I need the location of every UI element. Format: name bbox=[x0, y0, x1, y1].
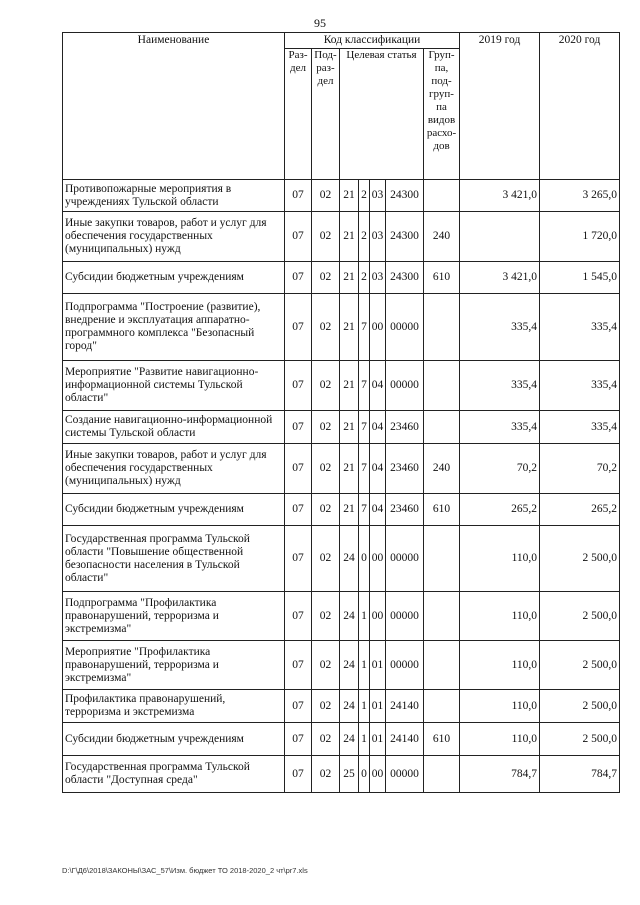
row-amount-2019: 110,0 bbox=[460, 592, 540, 641]
row-target-subprogram: 2 bbox=[359, 180, 370, 212]
row-amount-2019: 110,0 bbox=[460, 723, 540, 756]
row-name: Профилактика правонарушений, терроризма и экстремизма bbox=[63, 690, 285, 723]
row-amount-2019: 335,4 bbox=[460, 361, 540, 411]
row-target-subprogram: 0 bbox=[359, 756, 370, 793]
row-subsection: 02 bbox=[312, 494, 340, 526]
row-section: 07 bbox=[285, 592, 312, 641]
row-expense-group: 610 bbox=[424, 723, 460, 756]
row-name: Субсидии бюджетным учреждениям bbox=[63, 262, 285, 294]
row-section: 07 bbox=[285, 690, 312, 723]
row-section: 07 bbox=[285, 411, 312, 444]
table-row bbox=[63, 294, 620, 361]
row-amount-2019: 110,0 bbox=[460, 641, 540, 690]
row-target-subprogram: 7 bbox=[359, 294, 370, 361]
header-classification-code: Код классификации bbox=[285, 33, 460, 49]
header-expense-group: Груп-па, под-груп-па видов расхо-дов bbox=[424, 49, 460, 180]
row-target-direction: 23460 bbox=[386, 411, 424, 444]
row-name: Иные закупки товаров, работ и услуг для обеспечения государственных (муниципальных) нужд bbox=[63, 212, 285, 262]
row-amount-2020: 265,2 bbox=[540, 494, 620, 526]
row-subsection: 02 bbox=[312, 361, 340, 411]
row-amount-2020: 335,4 bbox=[540, 411, 620, 444]
row-section: 07 bbox=[285, 361, 312, 411]
row-subsection: 02 bbox=[312, 411, 340, 444]
row-target-direction: 00000 bbox=[386, 526, 424, 592]
row-amount-2019: 265,2 bbox=[460, 494, 540, 526]
row-target-event: 03 bbox=[370, 180, 386, 212]
row-section: 07 bbox=[285, 723, 312, 756]
row-section: 07 bbox=[285, 756, 312, 793]
row-target-direction: 00000 bbox=[386, 641, 424, 690]
row-target-subprogram: 1 bbox=[359, 592, 370, 641]
row-expense-group bbox=[424, 180, 460, 212]
table-row bbox=[63, 756, 620, 793]
row-expense-group bbox=[424, 294, 460, 361]
row-subsection: 02 bbox=[312, 294, 340, 361]
row-target-subprogram: 1 bbox=[359, 723, 370, 756]
row-target-direction: 24300 bbox=[386, 262, 424, 294]
row-subsection: 02 bbox=[312, 756, 340, 793]
row-section: 07 bbox=[285, 526, 312, 592]
row-amount-2019 bbox=[460, 212, 540, 262]
row-section: 07 bbox=[285, 180, 312, 212]
row-amount-2019: 335,4 bbox=[460, 294, 540, 361]
row-expense-group bbox=[424, 756, 460, 793]
header-subsection: Под-раз-дел bbox=[312, 49, 340, 180]
row-amount-2019: 3 421,0 bbox=[460, 180, 540, 212]
row-subsection: 02 bbox=[312, 212, 340, 262]
budget-table bbox=[62, 32, 620, 793]
row-target-event: 04 bbox=[370, 444, 386, 494]
row-target-event: 01 bbox=[370, 641, 386, 690]
row-subsection: 02 bbox=[312, 444, 340, 494]
row-target-program: 21 bbox=[340, 494, 359, 526]
row-expense-group: 240 bbox=[424, 212, 460, 262]
table-header bbox=[63, 33, 620, 180]
row-target-event: 01 bbox=[370, 690, 386, 723]
row-target-event: 00 bbox=[370, 526, 386, 592]
row-name: Государственная программа Тульской области "Доступная среда" bbox=[63, 756, 285, 793]
row-name: Иные закупки товаров, работ и услуг для обеспечения государственных (муниципальных) нужд bbox=[63, 444, 285, 494]
table-row bbox=[63, 526, 620, 592]
page-number: 95 bbox=[314, 16, 326, 30]
row-expense-group: 610 bbox=[424, 262, 460, 294]
row-target-direction: 23460 bbox=[386, 444, 424, 494]
row-amount-2019: 784,7 bbox=[460, 756, 540, 793]
table-row bbox=[63, 444, 620, 494]
row-target-event: 04 bbox=[370, 411, 386, 444]
row-target-event: 04 bbox=[370, 361, 386, 411]
row-amount-2019: 335,4 bbox=[460, 411, 540, 444]
row-subsection: 02 bbox=[312, 180, 340, 212]
row-target-direction: 00000 bbox=[386, 756, 424, 793]
header-year-2020: 2020 год bbox=[540, 33, 620, 180]
table-row bbox=[63, 180, 620, 212]
row-name: Мероприятие "Развитие навигационно-информационной системы Тульской области" bbox=[63, 361, 285, 411]
row-target-subprogram: 7 bbox=[359, 494, 370, 526]
row-target-program: 21 bbox=[340, 444, 359, 494]
table-row bbox=[63, 212, 620, 262]
row-target-direction: 24140 bbox=[386, 690, 424, 723]
table-body bbox=[63, 180, 620, 793]
row-section: 07 bbox=[285, 262, 312, 294]
row-target-direction: 00000 bbox=[386, 294, 424, 361]
row-target-program: 21 bbox=[340, 361, 359, 411]
row-target-event: 00 bbox=[370, 756, 386, 793]
table-row bbox=[63, 494, 620, 526]
row-target-direction: 24140 bbox=[386, 723, 424, 756]
row-target-direction: 00000 bbox=[386, 592, 424, 641]
row-name: Противопожарные мероприятия в учреждениях Тульской области bbox=[63, 180, 285, 212]
table-row bbox=[63, 262, 620, 294]
table-row bbox=[63, 592, 620, 641]
row-expense-group bbox=[424, 526, 460, 592]
row-section: 07 bbox=[285, 494, 312, 526]
row-target-direction: 23460 bbox=[386, 494, 424, 526]
row-name: Государственная программа Тульской области "Повышение общественной безопасности населения в Тульской области" bbox=[63, 526, 285, 592]
row-section: 07 bbox=[285, 212, 312, 262]
row-target-program: 24 bbox=[340, 690, 359, 723]
row-target-subprogram: 1 bbox=[359, 641, 370, 690]
row-amount-2020: 2 500,0 bbox=[540, 592, 620, 641]
row-target-program: 21 bbox=[340, 411, 359, 444]
row-amount-2019: 110,0 bbox=[460, 526, 540, 592]
row-amount-2020: 1 545,0 bbox=[540, 262, 620, 294]
row-section: 07 bbox=[285, 294, 312, 361]
row-name: Субсидии бюджетным учреждениям bbox=[63, 723, 285, 756]
row-amount-2020: 2 500,0 bbox=[540, 690, 620, 723]
header-name: Наименование bbox=[63, 33, 285, 180]
row-expense-group: 610 bbox=[424, 494, 460, 526]
row-amount-2020: 335,4 bbox=[540, 294, 620, 361]
table-row bbox=[63, 411, 620, 444]
row-subsection: 02 bbox=[312, 526, 340, 592]
row-expense-group bbox=[424, 592, 460, 641]
row-target-program: 25 bbox=[340, 756, 359, 793]
row-target-subprogram: 7 bbox=[359, 444, 370, 494]
row-target-subprogram: 1 bbox=[359, 690, 370, 723]
row-target-program: 21 bbox=[340, 294, 359, 361]
row-expense-group bbox=[424, 641, 460, 690]
table-row bbox=[63, 361, 620, 411]
row-subsection: 02 bbox=[312, 641, 340, 690]
row-subsection: 02 bbox=[312, 723, 340, 756]
table-row bbox=[63, 641, 620, 690]
header-section: Раз-дел bbox=[285, 49, 312, 180]
row-target-event: 04 bbox=[370, 494, 386, 526]
row-amount-2020: 784,7 bbox=[540, 756, 620, 793]
row-target-program: 21 bbox=[340, 262, 359, 294]
row-target-event: 03 bbox=[370, 262, 386, 294]
row-target-subprogram: 7 bbox=[359, 361, 370, 411]
row-expense-group bbox=[424, 411, 460, 444]
row-amount-2019: 70,2 bbox=[460, 444, 540, 494]
row-target-program: 24 bbox=[340, 526, 359, 592]
row-subsection: 02 bbox=[312, 690, 340, 723]
header-year-2019: 2019 год bbox=[460, 33, 540, 180]
row-section: 07 bbox=[285, 444, 312, 494]
row-target-direction: 00000 bbox=[386, 361, 424, 411]
header-target-article: Целевая статья bbox=[340, 49, 424, 180]
row-name: Субсидии бюджетным учреждениям bbox=[63, 494, 285, 526]
row-expense-group bbox=[424, 690, 460, 723]
row-amount-2020: 2 500,0 bbox=[540, 641, 620, 690]
row-amount-2019: 3 421,0 bbox=[460, 262, 540, 294]
row-target-subprogram: 7 bbox=[359, 411, 370, 444]
row-target-program: 24 bbox=[340, 723, 359, 756]
row-target-event: 01 bbox=[370, 723, 386, 756]
row-target-event: 00 bbox=[370, 294, 386, 361]
row-target-subprogram: 2 bbox=[359, 262, 370, 294]
row-amount-2020: 335,4 bbox=[540, 361, 620, 411]
row-target-direction: 24300 bbox=[386, 180, 424, 212]
row-expense-group: 240 bbox=[424, 444, 460, 494]
table-row bbox=[63, 690, 620, 723]
row-expense-group bbox=[424, 361, 460, 411]
row-target-subprogram: 0 bbox=[359, 526, 370, 592]
row-target-subprogram: 2 bbox=[359, 212, 370, 262]
row-target-program: 24 bbox=[340, 641, 359, 690]
row-name: Создание навигационно-информационной системы Тульской области bbox=[63, 411, 285, 444]
row-target-program: 21 bbox=[340, 212, 359, 262]
row-target-direction: 24300 bbox=[386, 212, 424, 262]
row-subsection: 02 bbox=[312, 262, 340, 294]
row-target-program: 21 bbox=[340, 180, 359, 212]
row-target-program: 24 bbox=[340, 592, 359, 641]
row-name: Подпрограмма "Профилактика правонарушений, терроризма и экстремизма" bbox=[63, 592, 285, 641]
row-target-event: 00 bbox=[370, 592, 386, 641]
table-row bbox=[63, 723, 620, 756]
row-target-event: 03 bbox=[370, 212, 386, 262]
row-subsection: 02 bbox=[312, 592, 340, 641]
row-amount-2020: 2 500,0 bbox=[540, 723, 620, 756]
row-name: Мероприятие "Профилактика правонарушений, терроризма и экстремизма" bbox=[63, 641, 285, 690]
row-amount-2020: 3 265,0 bbox=[540, 180, 620, 212]
row-section: 07 bbox=[285, 641, 312, 690]
row-amount-2019: 110,0 bbox=[460, 690, 540, 723]
footer-file-path: D:\Г\Д6\2018\ЗАКОНЫ\ЗАС_57\Изм. бюджет ТО 2018-2020_2 чт\pr7.xls bbox=[62, 866, 308, 875]
row-amount-2020: 1 720,0 bbox=[540, 212, 620, 262]
row-name: Подпрограмма "Построение (развитие), внедрение и эксплуатация аппаратно-программного комплекса "Безопасный город" bbox=[63, 294, 285, 361]
row-amount-2020: 70,2 bbox=[540, 444, 620, 494]
row-amount-2020: 2 500,0 bbox=[540, 526, 620, 592]
